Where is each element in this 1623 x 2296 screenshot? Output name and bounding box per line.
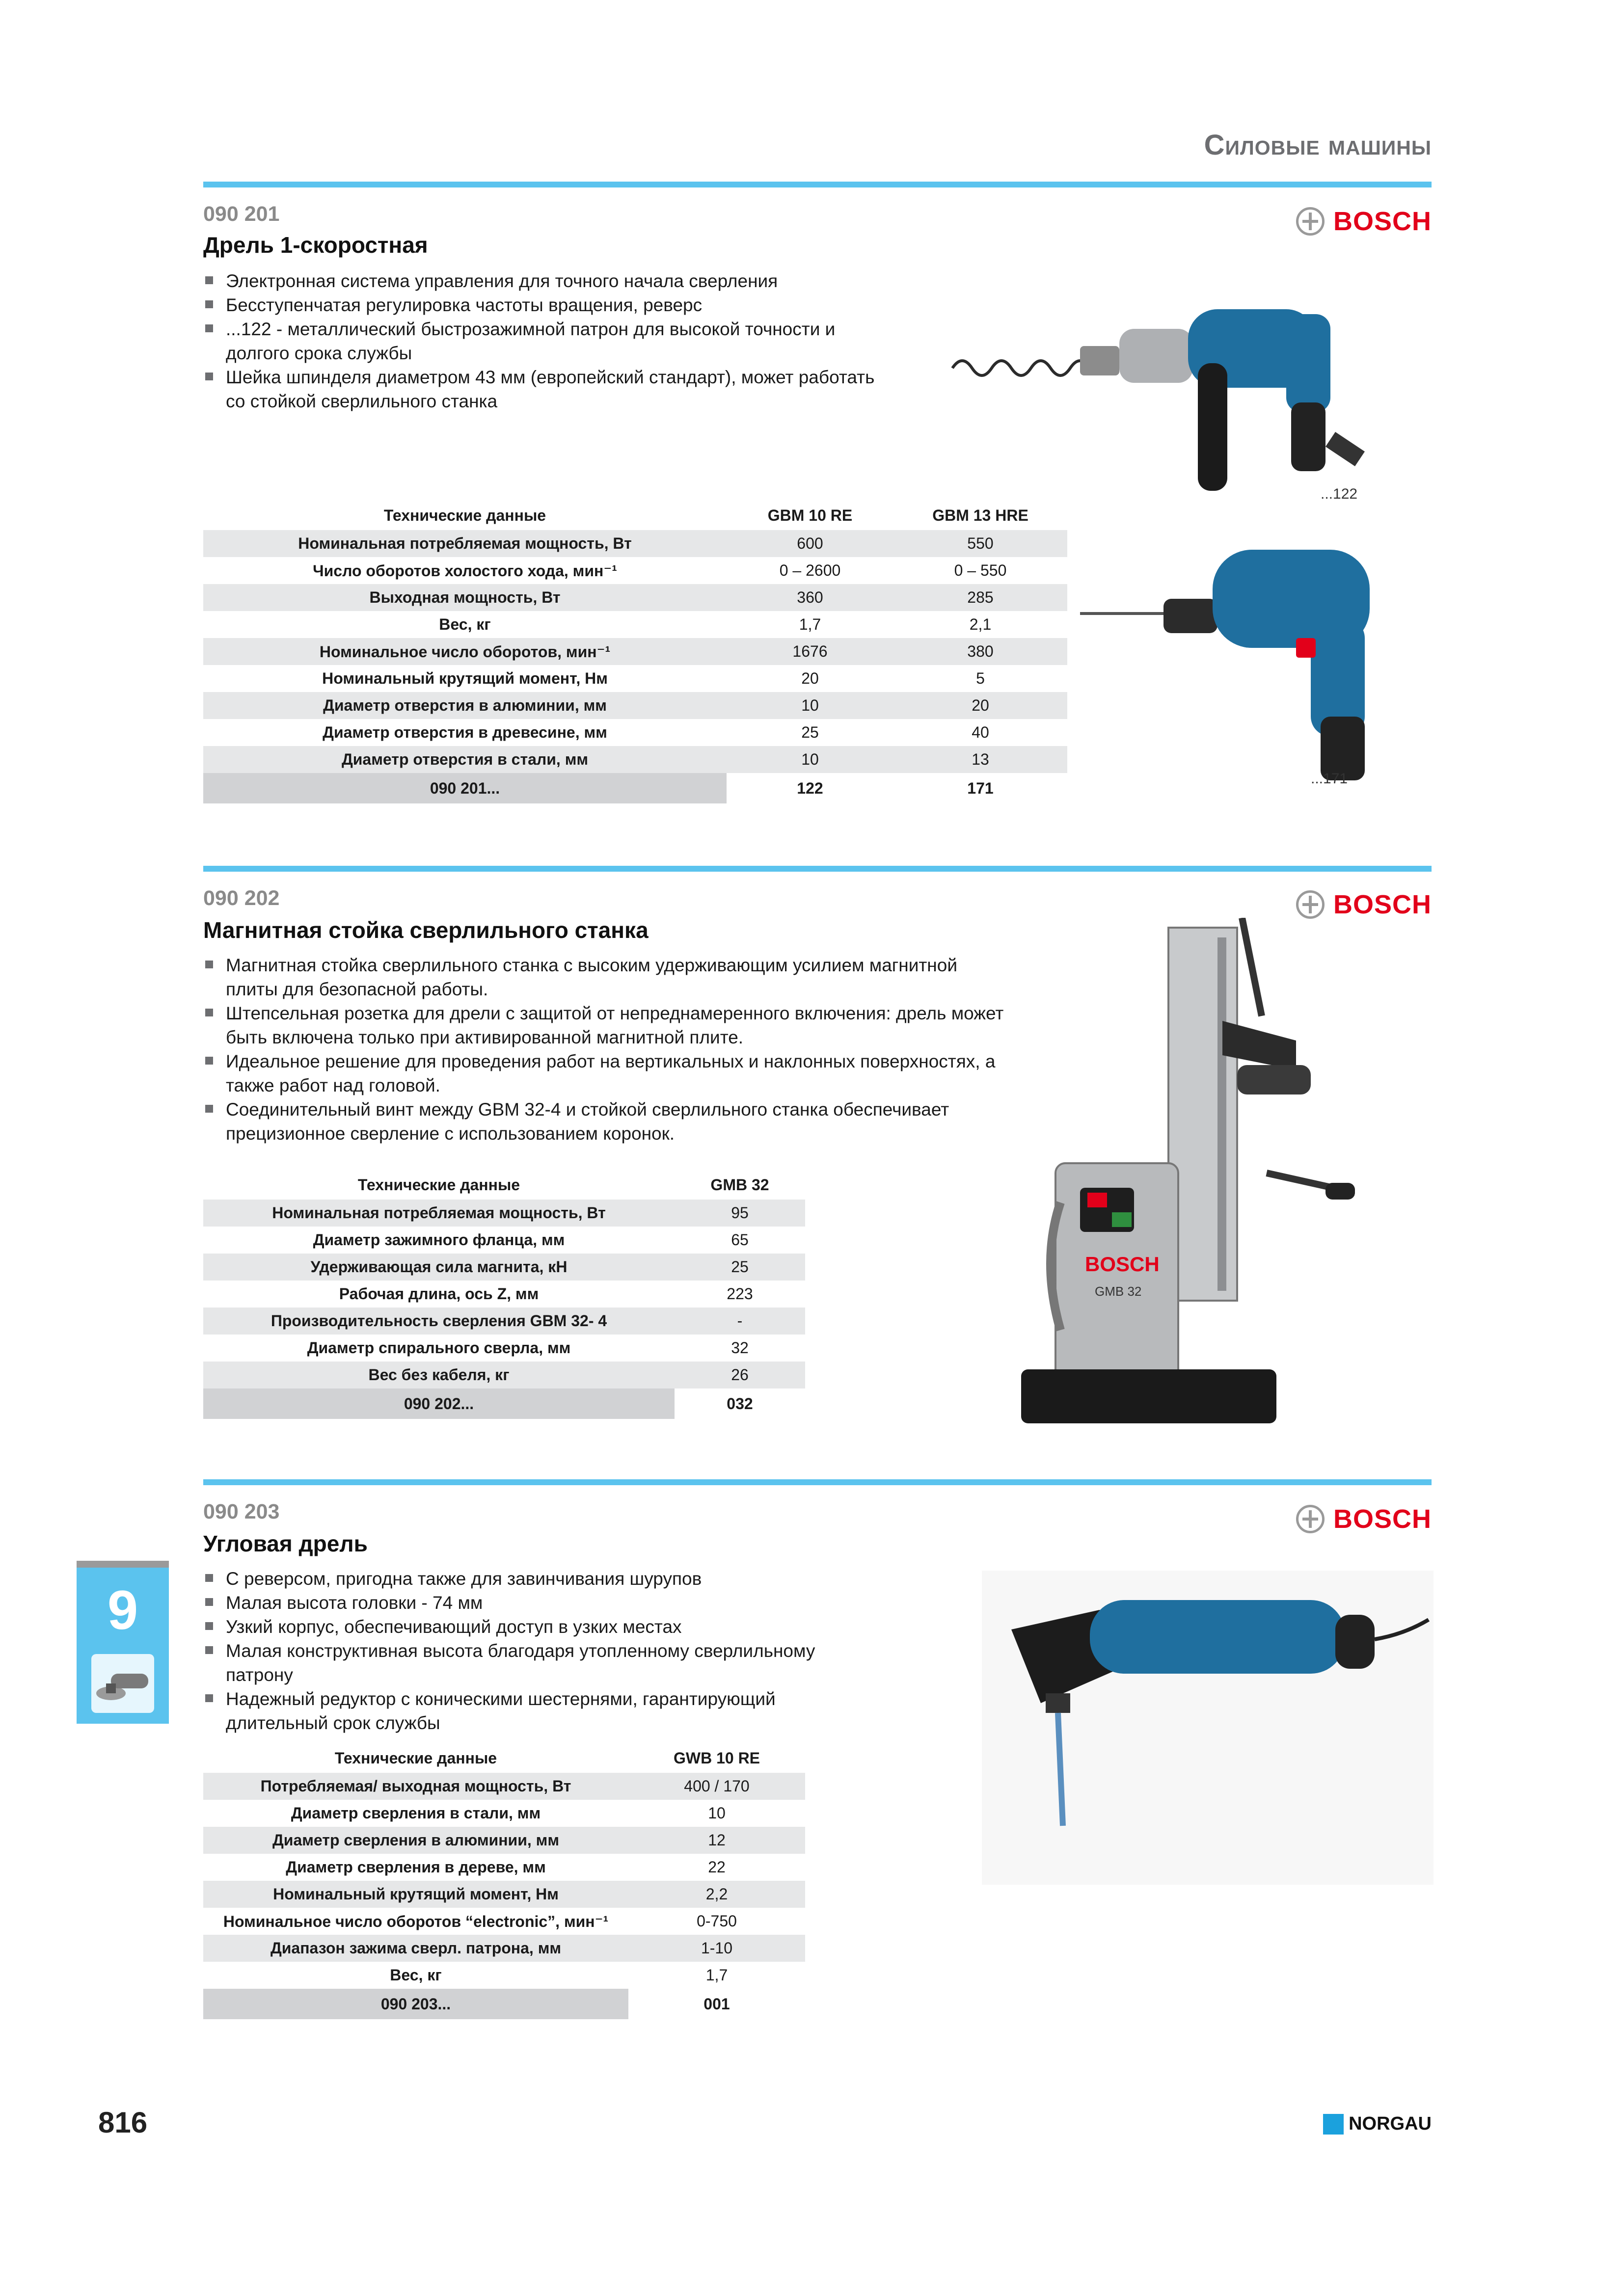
table-header: GBM 13 HRE: [932, 506, 1028, 524]
table-row: Вес без кабеля, кг 26: [203, 1362, 805, 1388]
table-row: Диаметр отверстия в древесине, мм 25 40: [323, 723, 989, 741]
product-code: 090 202: [203, 886, 280, 910]
table-row: Диаметр зажимного фланца, мм 65: [313, 1231, 749, 1249]
table-row: Номинальная потребляемая мощность, Вт 600 550: [203, 530, 1067, 557]
spec-table: [203, 501, 1067, 803]
table-row: Диаметр отверстия в стали, мм 10 13: [203, 746, 1067, 773]
stand-brand-label: BOSCH: [1085, 1253, 1160, 1276]
table-row: Рабочая длина, ось Z, мм 223: [339, 1285, 753, 1303]
product-title: Угловая дрель: [203, 1531, 368, 1556]
feature-list: [203, 269, 881, 413]
table-row: Диаметр спирального сверла, мм 32: [307, 1339, 749, 1357]
table-row: Номинальное число оборотов, мин⁻¹ 1676 380: [203, 638, 1067, 665]
list-item: Магнитная стойка сверлильного станка с высоким удерживающим усилием магнитной плиты для безопасной работы.: [203, 953, 1008, 1001]
table-row: Диаметр сверления в алюминии, мм 12: [203, 1827, 805, 1854]
magnetic-stand-image: [1011, 918, 1355, 1433]
brand-name: BOSCH: [1333, 207, 1432, 236]
feature-list: [203, 1567, 822, 1735]
section-divider: [203, 1479, 1432, 1485]
list-item: Штепсельная розетка для дрели с защитой от непреднамеренного включения: дрель может быть включена только при активированной магнитной плите.: [203, 1001, 1008, 1049]
norgau-logo: [1323, 2113, 1432, 2135]
order-code-row: 090 201... 122 171: [203, 773, 1067, 803]
section-divider: [203, 866, 1432, 872]
table-row: Номинальное число оборотов “electronic”, мин⁻¹ 0-750: [223, 1912, 737, 1930]
bosch-emblem-icon: [1296, 890, 1325, 919]
table-header: GBM 10 RE: [767, 506, 853, 524]
table-row: Выходная мощность, Вт 360 285: [203, 584, 1067, 611]
order-code-row: 090 203... 001: [203, 1989, 805, 2019]
table-row: Число оборотов холостого хода, мин⁻¹ 0 – 2600 0 – 550: [313, 561, 1007, 580]
table-row: Производительность сверления GBM 32- 4 -: [203, 1308, 805, 1335]
list-item: Малая высота головки - 74 мм: [203, 1591, 822, 1615]
table-row: Номинальный крутящий момент, Нм 2,2: [203, 1881, 805, 1908]
table-header: GMB 32: [710, 1175, 769, 1194]
list-item: Электронная система управления для точного начала сверления: [203, 269, 881, 293]
table-row: Диаметр отверстия в алюминии, мм 10 20: [203, 692, 1067, 719]
table-row: Удерживающая сила магнита, кН 25: [203, 1254, 805, 1281]
order-code-row: 090 202... 032: [203, 1388, 805, 1419]
list-item: Соединительный винт между GBM 32-4 и стойкой сверлильного станка обеспечивает прецизионное сверление с использованием коронок.: [203, 1097, 1008, 1146]
product-title: Дрель 1-скоростная: [203, 232, 428, 258]
feature-list: [203, 953, 1008, 1146]
bosch-emblem-icon: [1296, 1505, 1325, 1533]
list-item: Малая конструктивная высота благодаря утопленному сверлильному патрону: [203, 1639, 822, 1687]
product-title: Магнитная стойка сверлильного станка: [203, 917, 649, 943]
angle-grinder-icon: [91, 1654, 154, 1713]
bosch-logo: [1296, 1504, 1432, 1534]
table-header: Технические данные: [357, 1175, 520, 1194]
spec-table: [203, 1170, 805, 1419]
bosch-emblem-icon: [1296, 207, 1325, 236]
table-header: Технические данные: [334, 1749, 497, 1767]
bosch-logo: [1296, 206, 1432, 237]
table-row: Диаметр сверления в стали, мм 10: [291, 1804, 726, 1822]
logo-square-icon: [1323, 2114, 1344, 2135]
product-code: 090 201: [203, 202, 280, 226]
bosch-logo: [1296, 889, 1432, 920]
table-row: Диапазон зажима сверл. патрона, мм 1-10: [203, 1935, 805, 1962]
list-item: ...122 - металлический быстрозажимной патрон для высокой точности и долгого срока службы: [203, 317, 881, 365]
table-header: Технические данные: [383, 506, 546, 524]
section-title: Силовые машины: [1204, 129, 1432, 161]
product-code: 090 203: [203, 1500, 280, 1523]
page-number: 816: [98, 2106, 148, 2139]
section-divider: [203, 182, 1432, 187]
chapter-tab: [77, 1561, 169, 1724]
drill-gbm10re-image: [933, 255, 1448, 510]
table-row: Вес, кг 1,7: [390, 1966, 728, 1984]
table-row: Потребляемая/ выходная мощность, Вт 400 / 170: [203, 1773, 805, 1800]
image-caption: ...171: [1311, 771, 1348, 787]
spec-table: [203, 1743, 805, 2019]
table-header: GWB 10 RE: [673, 1749, 760, 1767]
stand-model-label: GMB 32: [1095, 1284, 1142, 1299]
table-row: Вес, кг 1,7 2,1: [439, 615, 992, 633]
list-item: С реверсом, пригодна также для завинчивания шурупов: [203, 1567, 822, 1591]
drill-gbm13hre-image: [1080, 540, 1434, 795]
brand-name: BOSCH: [1333, 890, 1432, 919]
chapter-number: 9: [107, 1579, 138, 1641]
brand-name: BOSCH: [1333, 1504, 1432, 1534]
table-row: Номинальный крутящий момент, Нм 20 5: [322, 669, 985, 687]
footer-brand-name: NORGAU: [1349, 2113, 1432, 2134]
table-row: Номинальная потребляемая мощность, Вт 95: [203, 1200, 805, 1227]
image-caption: ...122: [1321, 486, 1358, 502]
list-item: Шейка шпинделя диаметром 43 мм (европейский стандарт), может работать со стойкой сверлильного станка: [203, 365, 881, 413]
table-row: Диаметр сверления в дереве, мм 22: [286, 1858, 726, 1876]
list-item: Идеальное решение для проведения работ на вертикальных и наклонных поверхностях, а также работ над головой.: [203, 1049, 1008, 1097]
list-item: Узкий корпус, обеспечивающий доступ в узких местах: [203, 1615, 822, 1639]
list-item: Бесступенчатая регулировка частоты вращения, реверс: [203, 293, 881, 317]
list-item: Надежный редуктор с коническими шестернями, гарантирующий длительный срок службы: [203, 1687, 822, 1735]
angle-drill-image: [982, 1571, 1434, 1885]
